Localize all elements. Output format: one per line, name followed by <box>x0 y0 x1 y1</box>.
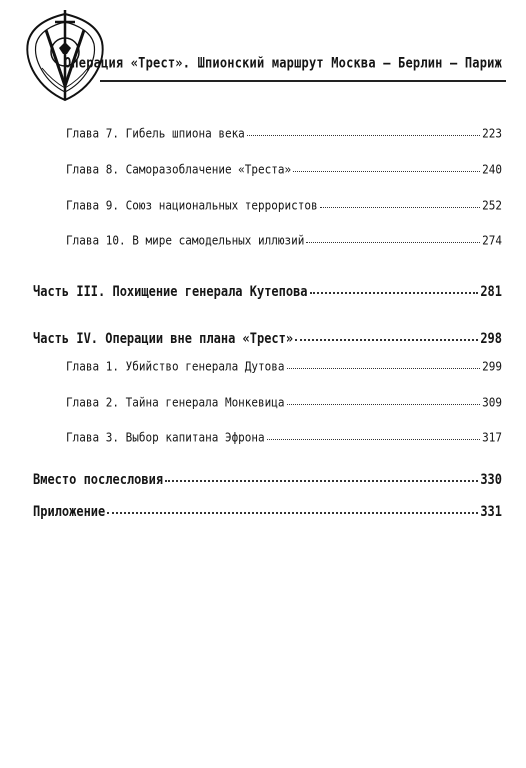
toc-entry-page: 274 <box>482 233 502 248</box>
toc-entry-page: 331 <box>480 502 502 520</box>
toc-entry-page: 223 <box>482 126 502 141</box>
toc-entry-page: 299 <box>482 359 502 374</box>
toc-entry-page: 330 <box>480 470 502 488</box>
toc-entry-label: Глава 1. Убийство генерала Дутова <box>66 359 285 374</box>
dot-leader <box>306 241 480 243</box>
toc-part-entry[interactable] <box>33 331 502 345</box>
dot-leader <box>293 170 480 172</box>
toc-part-entry[interactable] <box>33 472 502 486</box>
toc-entry-label: Приложение <box>33 502 106 520</box>
dot-leader <box>107 511 478 514</box>
toc-entry[interactable] <box>66 360 502 373</box>
toc-part-entry[interactable] <box>33 504 502 518</box>
toc-entry-page: 298 <box>480 329 502 347</box>
toc-entry[interactable] <box>66 127 502 140</box>
toc-entry-label: Часть III. Похищение генерала Кутепова <box>33 282 308 300</box>
header-divider <box>100 80 506 82</box>
toc-entry-label: Глава 7. Гибель шпиона века <box>66 126 245 141</box>
running-header-title: Операция «Трест». Шпионский маршрут Москва – Берлин – Париж <box>63 55 502 72</box>
toc-entry-page: 317 <box>482 430 502 445</box>
toc-entry[interactable] <box>66 199 502 212</box>
toc-entry-page: 252 <box>482 198 502 213</box>
toc-entry-page: 281 <box>480 282 502 300</box>
toc-entry-label: Глава 3. Выбор капитана Эфрона <box>66 430 265 445</box>
toc-entry-label: Вместо послесловия <box>33 470 164 488</box>
toc-part-entry[interactable] <box>33 284 502 298</box>
dot-leader <box>295 338 478 341</box>
dot-leader <box>310 291 479 294</box>
toc-entry-page: 240 <box>482 162 502 177</box>
toc-entry-label: Глава 8. Саморазоблачение «Треста» <box>66 162 292 177</box>
toc-entry[interactable] <box>66 431 502 444</box>
dot-leader <box>320 206 480 208</box>
dot-leader <box>287 403 481 405</box>
dot-leader <box>247 134 480 136</box>
dot-leader <box>165 479 478 482</box>
toc-entry-label: Часть IV. Операции вне плана «Трест» <box>33 329 294 347</box>
toc-entry-label: Глава 9. Союз национальных террористов <box>66 198 318 213</box>
toc-entry[interactable] <box>66 163 502 176</box>
toc-entry-label: Глава 2. Тайна генерала Монкевица <box>66 395 285 410</box>
toc-entry[interactable] <box>66 396 502 409</box>
toc-entry-page: 309 <box>482 395 502 410</box>
dot-leader <box>267 438 480 440</box>
toc-entry[interactable] <box>66 234 502 247</box>
toc-entry-label: Глава 10. В мире самодельных иллюзий <box>66 233 305 248</box>
dot-leader <box>287 367 481 369</box>
